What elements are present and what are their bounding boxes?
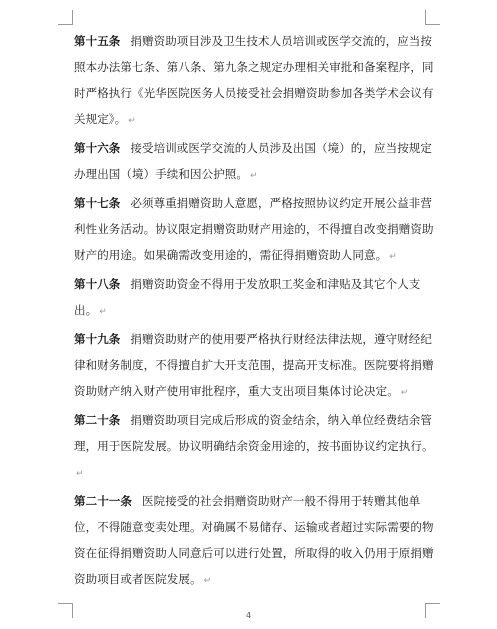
paragraph-mark-icon: ↵ [250,171,258,181]
article-text: 捐赠资助项目完成后形成的资金结余，纳入单位经费结余管理，用于医院发展。协议明确结余资金用途的，按书面协议约定执行。 [74,413,434,453]
paragraph-mark-icon: ↵ [389,252,397,262]
paragraph-mark-icon: ↵ [128,116,136,126]
article-text: 医院接受的社会捐赠资助财产一般不得用于转赠其他单位，不得随意变卖处理。对确属不易储存、运输或者超过实际需要的物资在征得捐赠资助人同意后可以进行处置，所取得的收入仍用于原捐赠资助项目或者医院发展。 [74,494,434,586]
paragraph-mark-icon: ↵ [400,388,409,398]
article-number: 第十五条 [74,34,121,48]
page-number: 4 [245,611,252,620]
article-number: 第二十一条 [74,494,132,508]
article-21 [74,488,434,594]
article-19 [74,326,434,406]
margin-corner-top-left [58,10,73,25]
article-number: 第十八条 [74,277,121,291]
article-text: 捐赠资助资金不得用于发放职工奖金和津贴及其它个人支出。 [74,277,421,317]
article-17 [74,190,434,270]
article-18 [74,271,434,325]
article-16 [74,135,434,189]
article-text: 接受培训或医学交流的人员涉及出国（境）的，应当按规定办理出国（境）手续和因公护照。 [74,141,433,181]
margin-corner-top-right [425,10,440,25]
paragraph-mark-icon: ↵ [203,576,212,586]
article-number: 第二十条 [74,413,121,427]
paragraph-mark-icon: ↵ [99,307,107,317]
article-text: 捐赠资助财产的使用要严格执行财经法律法规，遵守财经纪律和财务制度，不得擅自扩大开支范围，提高开支标准。医院要将捐赠资助财产纳入财产使用审批程序，重大支出项目集体讨论决定。 [74,332,434,398]
article-text: 必须尊重捐赠资助人意愿，严格按照协议约定开展公益非营利性业务活动。协议限定捐赠资助财产用途的，不得擅自改变捐赠资助财产的用途。如果确需改变用途的，需征得捐赠资助人同意。 [74,196,434,262]
paragraph-mark-icon: ↵ [76,469,84,479]
document-body[interactable] [74,28,434,595]
article-text: 捐赠资助项目涉及卫生技术人员培训或医学交流的，应当按照本办法第七条、第八条、第九条之规定办理相关审批和备案程序，同时严格执行《光华医院医务人员接受社会捐赠资助参加各类学术会议有关规定》。 [74,34,434,126]
article-number: 第十九条 [74,332,121,346]
article-20 [74,407,434,487]
article-number: 第十六条 [74,141,121,155]
article-15 [74,28,434,134]
article-number: 第十七条 [74,196,121,210]
